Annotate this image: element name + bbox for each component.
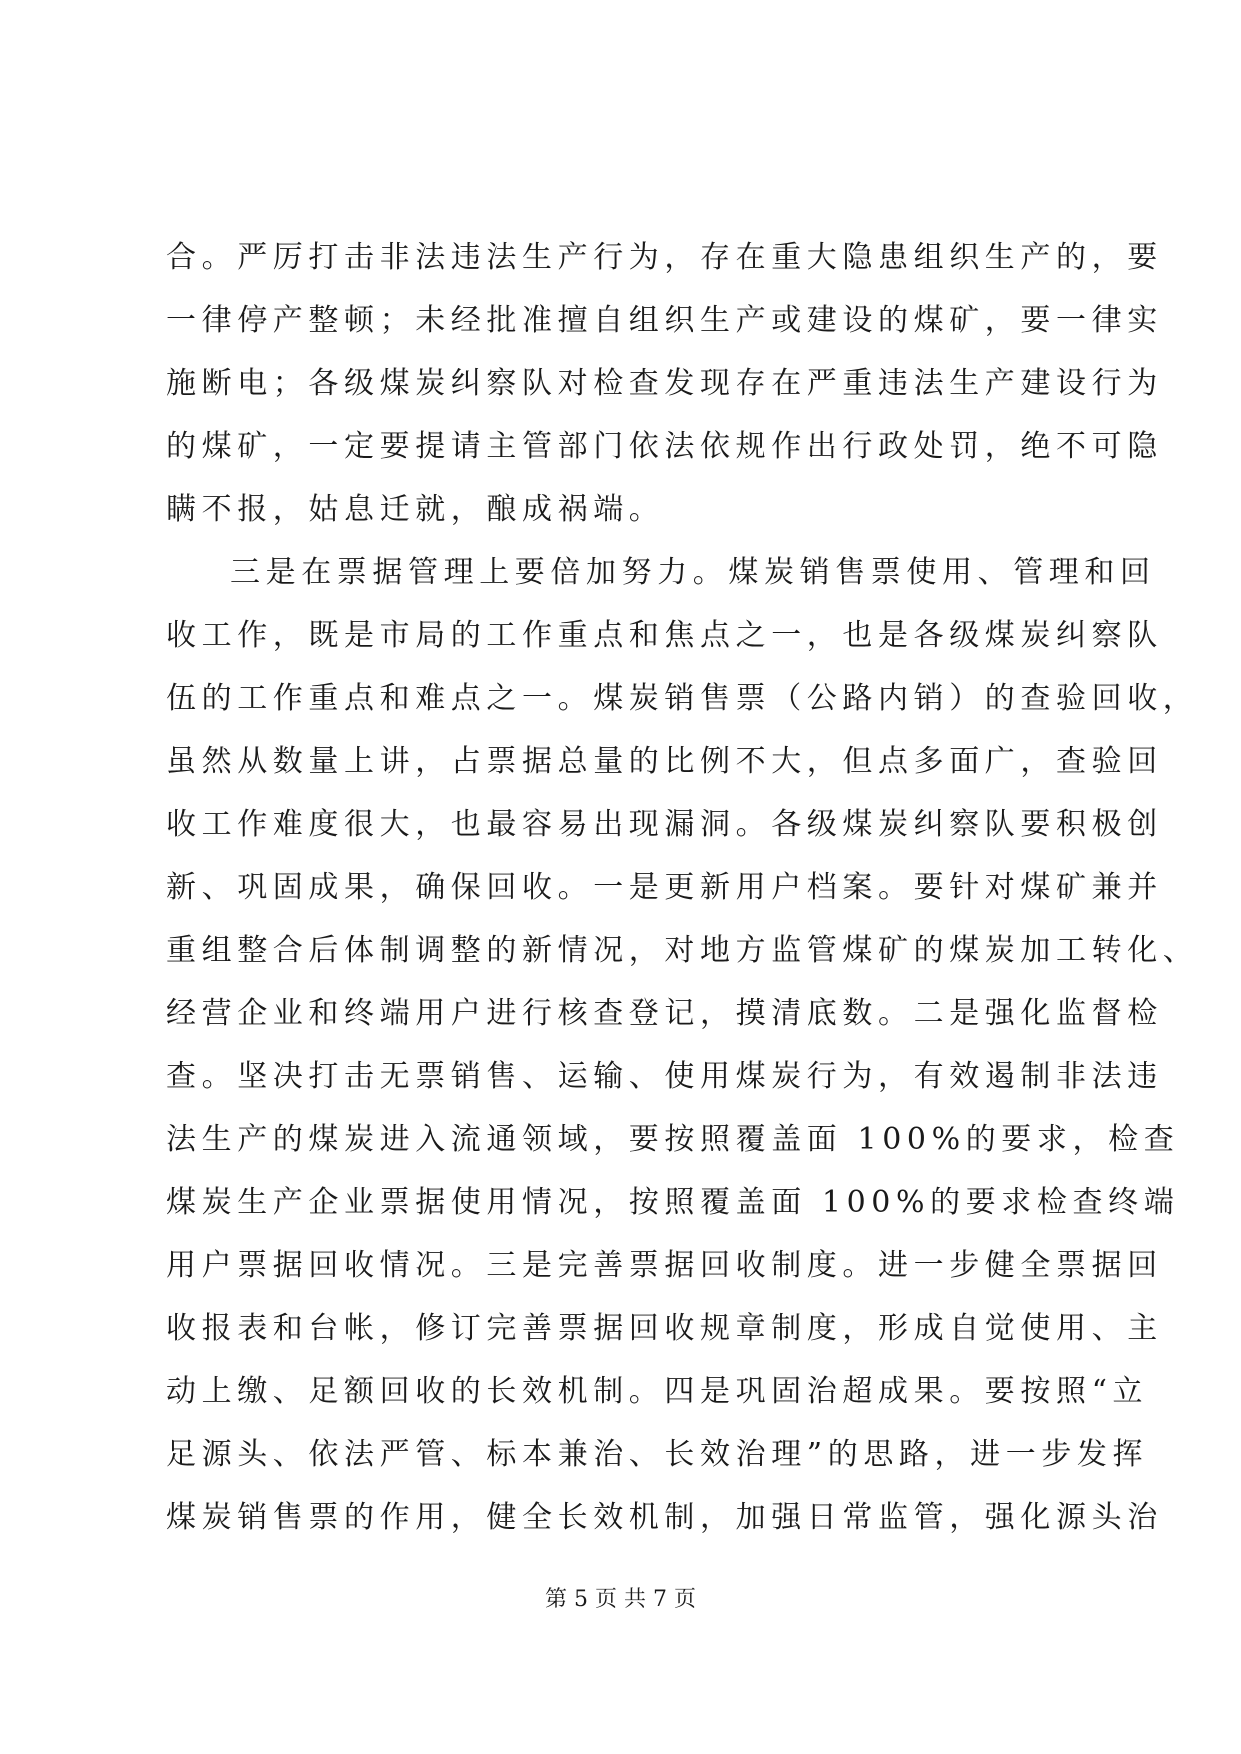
paragraph-first-line: 三是在票据管理上要倍加努力。煤炭销售票使用、管理和回 [230, 555, 1156, 590]
page-number-footer: 第 5 页 共 7 页 [545, 1587, 696, 1612]
text-line: 用户票据回收情况。三是完善票据回收制度。进一步健全票据回 [166, 1248, 1163, 1283]
text-line: 足源头、依法严管、标本兼治、长效治理”的思路，进一步发挥 [166, 1437, 1149, 1472]
text-line: 收工作，既是市局的工作重点和焦点之一，也是各级煤炭纠察队 [166, 618, 1163, 653]
text-line: 重组整合后体制调整的新情况，对地方监管煤矿的煤炭加工转化、 [166, 933, 1199, 968]
text-line: 查。坚决打击无票销售、运输、使用煤炭行为，有效遏制非法违 [166, 1059, 1163, 1094]
text-line: 经营企业和终端用户进行核查登记，摸清底数。二是强化监督检 [166, 996, 1163, 1031]
text-line: 收工作难度很大，也最容易出现漏洞。各级煤炭纠察队要积极创 [166, 807, 1163, 842]
text-line: 合。严厉打击非法违法生产行为，存在重大隐患组织生产的，要 [166, 240, 1163, 275]
text-line: 煤炭生产企业票据使用情况，按照覆盖面 100%的要求检查终端 [166, 1185, 1180, 1220]
text-line: 伍的工作重点和难点之一。煤炭销售票（公路内销）的查验回收， [166, 681, 1199, 716]
text-line: 瞒不报，姑息迁就，酿成祸端。 [166, 492, 665, 527]
text-line: 收报表和台帐，修订完善票据回收规章制度，形成自觉使用、主 [166, 1311, 1163, 1346]
body-text [166, 226, 1199, 1549]
text-line: 一律停产整顿；未经批准擅自组织生产或建设的煤矿，要一律实 [166, 303, 1163, 338]
text-line: 施断电；各级煤炭纠察队对检查发现存在严重违法生产建设行为 [166, 366, 1163, 401]
text-line: 虽然从数量上讲，占票据总量的比例不大，但点多面广，查验回 [166, 744, 1163, 779]
text-line: 的煤矿，一定要提请主管部门依法依规作出行政处罚，绝不可隐 [166, 429, 1163, 464]
text-line: 动上缴、足额回收的长效机制。四是巩固治超成果。要按照“立 [166, 1374, 1149, 1409]
text-line: 煤炭销售票的作用，健全长效机制，加强日常监管，强化源头治 [166, 1500, 1163, 1535]
text-line: 新、巩固成果，确保回收。一是更新用户档案。要针对煤矿兼并 [166, 870, 1163, 905]
text-line: 法生产的煤炭进入流通领域，要按照覆盖面 100%的要求，检查 [166, 1122, 1180, 1157]
